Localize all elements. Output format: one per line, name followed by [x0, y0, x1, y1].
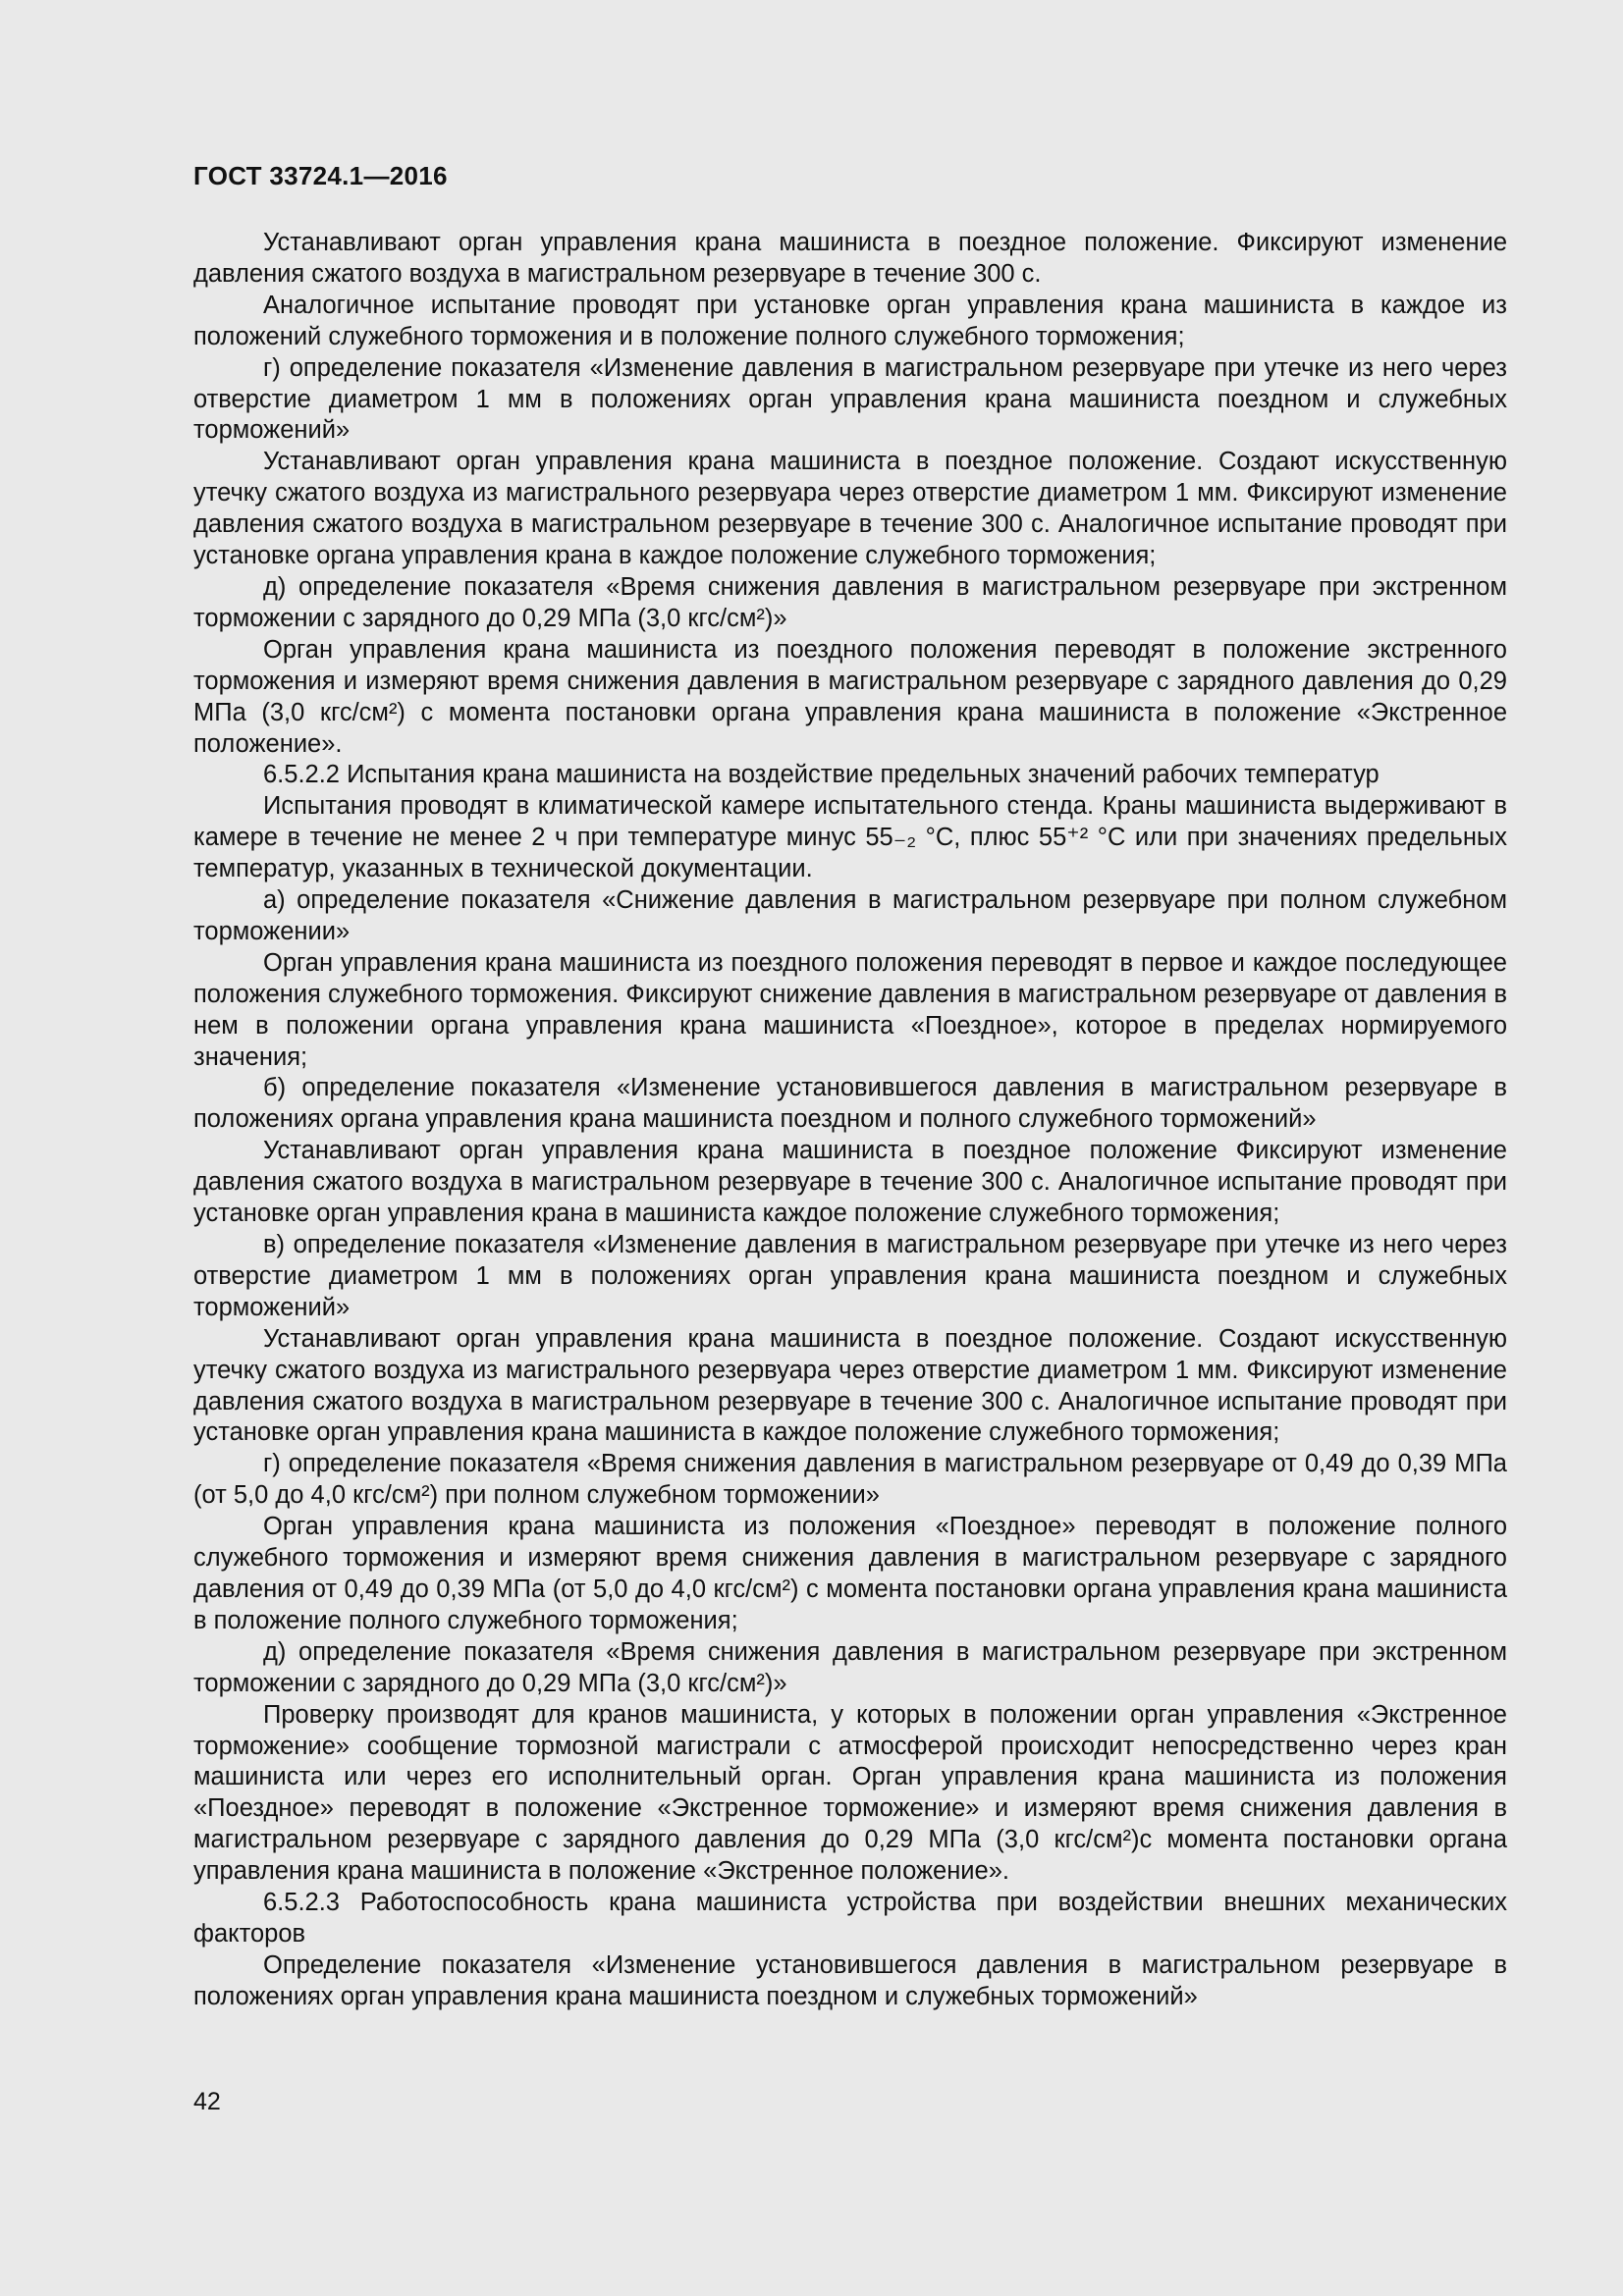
list-item: д) определение показателя «Время снижения давления в магистральном резервуаре при экстренном торможении с зарядного до 0,29 МПа (3,0 кгс/см²)»	[193, 572, 1507, 632]
paragraph: Орган управления крана машиниста из положения «Поездное» переводят в положение полного служебного торможения и измеряют время снижения давления в магистральном резервуаре с зарядного давления от 0,49 до 0,39 МПа (от 5,0 до 4,0 кгс/см²) с момента постановки органа управления крана машиниста в положение полного служебного торможения;	[193, 1513, 1507, 1634]
paragraph: Орган управления крана машиниста из поездного положения переводят в положение экстренного торможения и измеряют время снижения давления в магистральном резервуаре с зарядного давления до 0,29 МПа (3,0 кгс/см²) с момента постановки органа управления крана машиниста в положение «Экстренное положение».	[193, 635, 1507, 758]
section-heading: 6.5.2.2 Испытания крана машиниста на воздействие предельных значений рабочих температур	[263, 761, 1380, 789]
paragraph: Орган управления крана машиниста из поездного положения переводят в первое и каждое последующее положения служебного торможения. Фиксируют снижение давления в магистральном резервуаре от давления в нем в положении органа управления крана машиниста «Поездное», которое в пределах нормируемого значения;	[193, 948, 1507, 1071]
paragraph: Устанавливают орган управления крана машиниста в поездное положение. Фиксируют изменение давления сжатого воздуха в магистральном резервуаре в течение 300 с.	[193, 229, 1507, 288]
list-item: б) определение показателя «Изменение установившегося давления в магистральном резервуаре в положениях органа управления крана машиниста поездном и полного служебного торможений»	[193, 1074, 1507, 1134]
document-body	[193, 228, 1507, 2013]
section-heading: 6.5.2.3 Работоспособность крана машиниста устройства при воздействии внешних механических факторов	[193, 1889, 1507, 1948]
list-item: а) определение показателя «Снижение давления в магистральном резервуаре при полном служебном торможении»	[193, 886, 1507, 945]
list-item: г) определение показателя «Время снижения давления в магистральном резервуаре от 0,49 до 0,39 МПа (от 5,0 до 4,0 кгс/см²) при полном служебном торможении»	[193, 1450, 1507, 1510]
paragraph: Испытания проводят в климатической камере испытательного стенда. Краны машиниста выдерживают в камере в течение не менее 2 ч при температуре минус 55₋₂ °С, плюс 55⁺² °С или при значениях предельных температур, указанных в технической документации.	[193, 792, 1507, 883]
list-item: д) определение показателя «Время снижения давления в магистральном резервуаре при экстренном торможении с зарядного до 0,29 МПа (3,0 кгс/см²)»	[193, 1637, 1507, 1697]
paragraph: Устанавливают орган управления крана машиниста в поездное положение. Создают искусственную утечку сжатого воздуха из магистрального резервуара через отверстие диаметром 1 мм. Фиксируют изменение давления сжатого воздуха в магистральном резервуаре в течение 300 с. Аналогичное испытание проводят при установке орган управления крана машиниста в каждое положение служебного торможения;	[193, 1324, 1507, 1447]
document-header: ГОСТ 33724.1—2016	[193, 161, 448, 190]
paragraph: Устанавливают орган управления крана машиниста в поездное положение Фиксируют изменение давления сжатого воздуха в магистральном резервуаре в течение 300 с. Аналогичное испытание проводят при установке орган управления крана в машиниста каждое положение служебного торможения;	[193, 1137, 1507, 1228]
paragraph: Устанавливают орган управления крана машиниста в поездное положение. Создают искусственную утечку сжатого воздуха из магистрального резервуара через отверстие диаметром 1 мм. Фиксируют изменение давления сжатого воздуха в магистральном резервуаре в течение 300 с. Аналогичное испытание проводят при установке органа управления крана в каждое положение служебного торможения;	[193, 448, 1507, 570]
page-number: 42	[193, 2088, 221, 2115]
paragraph: Определение показателя «Изменение установившегося давления в магистральном резервуаре в положениях орган управления крана машиниста поездном и служебных торможений»	[193, 1950, 1507, 2010]
list-item: в) определение показателя «Изменение давления в магистральном резервуаре при утечке из него через отверстие диаметром 1 мм в положениях орган управления крана машиниста поездном и служебных торможений»	[193, 1231, 1507, 1321]
list-item: г) определение показателя «Изменение давления в магистральном резервуаре при утечке из него через отверстие диаметром 1 мм в положениях орган управления крана машиниста поездном и служебных торможений»	[193, 353, 1507, 445]
paragraph: Аналогичное испытание проводят при установке орган управления крана машиниста в каждое из положений служебного торможения и в положение полного служебного торможения;	[193, 291, 1507, 350]
paragraph: Проверку производят для кранов машиниста, у которых в положении орган управления «Экстренное торможение» сообщение тормозной магистрали с атмосферой происходит непосредственно через кран машиниста или через его исполнительный орган. Орган управления крана машиниста из положения «Поездное» переводят в положение «Экстренное торможение» и измеряют время снижения давления в магистральном резервуаре с зарядного давления до 0,29 МПа (3,0 кгс/см²)с момента постановки органа управления крана машиниста в положение «Экстренное положение».	[193, 1700, 1507, 1886]
